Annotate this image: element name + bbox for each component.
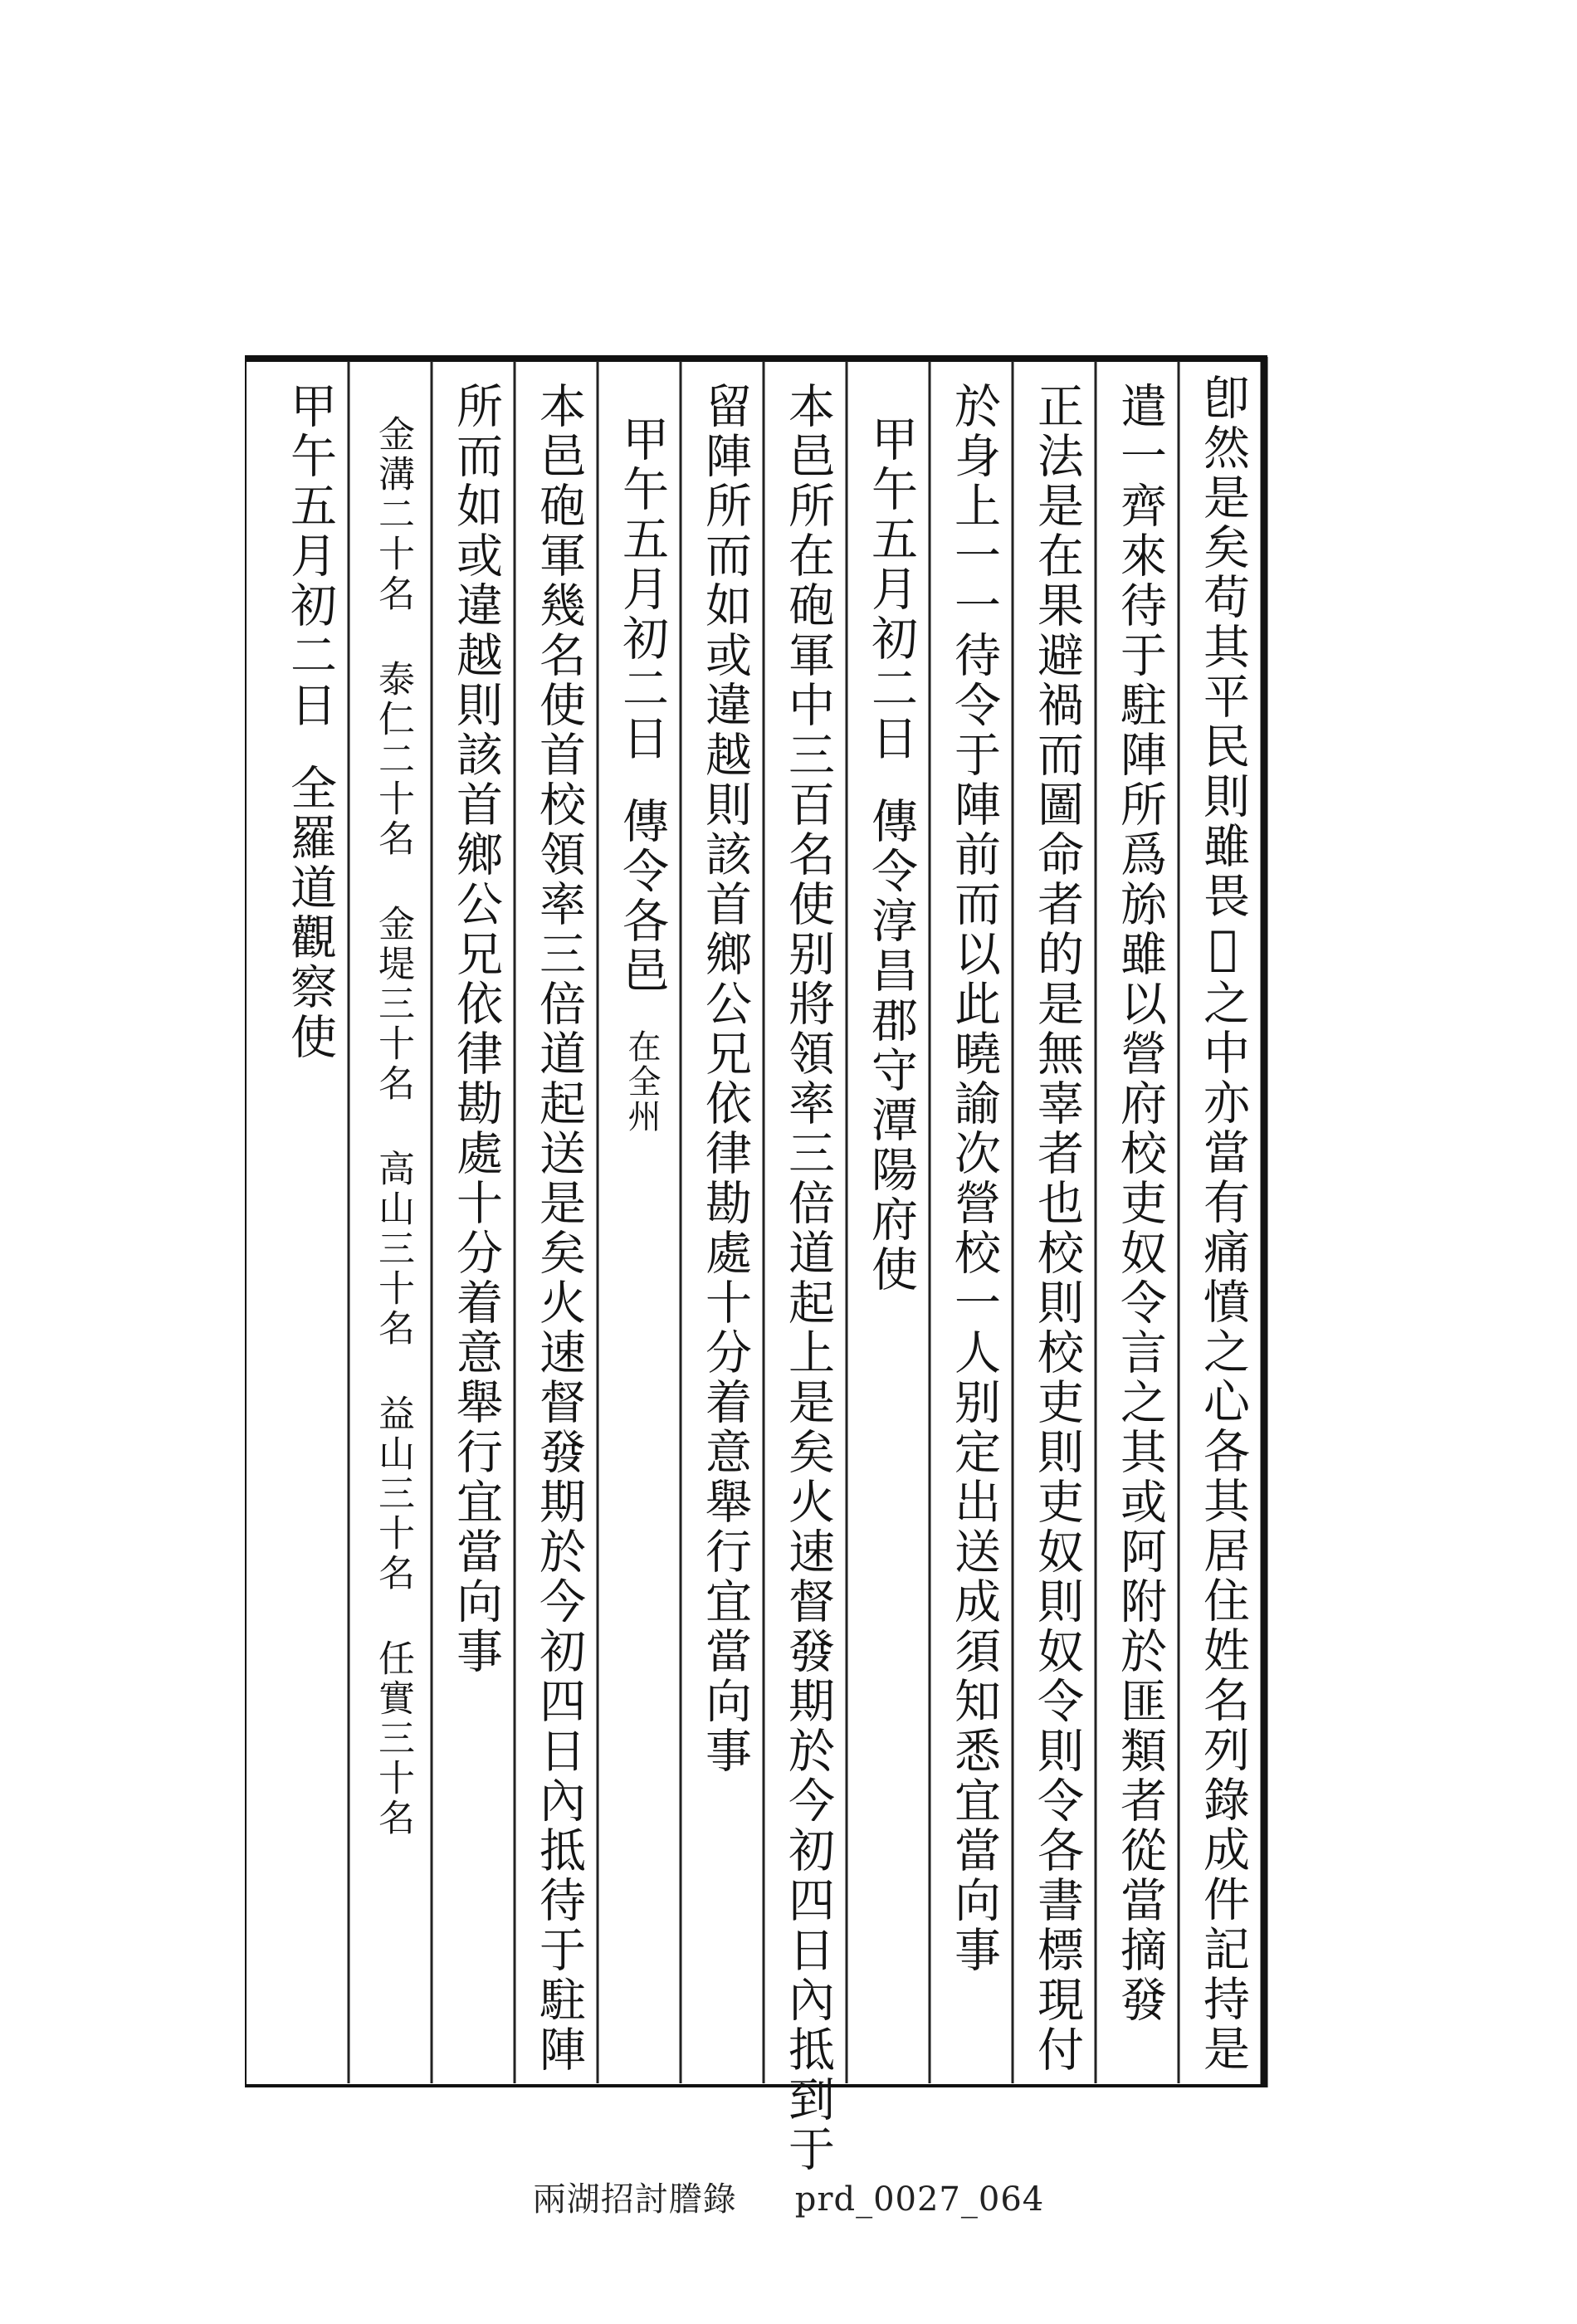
entry-recipient: 全羅道觀察使 <box>283 764 337 1062</box>
text-column-7: 留陣所而如或違越則該首鄉公兄依律勘處十分着意舉行宜當向事 <box>698 382 752 1776</box>
quota-list: 金溝二十名 泰仁二十名 金堤三十名 高山三十名 益山三十名 任實三十名 <box>372 415 414 1838</box>
entry-date: 甲午五月初二日 <box>283 382 337 730</box>
dated-entry-2 <box>600 415 683 2141</box>
text-column-9: 本邑砲軍幾名使首校領率三倍道起送是矣火速督發期於今初四日內抵待于駐陣 <box>532 382 586 2075</box>
text-column-10: 所而如或違越則該首鄉公兄依律勘處十分着意舉行宜當向事 <box>449 382 503 1677</box>
text-column-2: 遣一齊來待于駐陣所爲旀雖以營府校吏奴令言之其或阿附於匪類者從當摘發 <box>1113 382 1167 2025</box>
entry-note: 在全州 <box>622 1029 661 1134</box>
footer-title: 兩湖招討謄錄 <box>532 2180 737 2219</box>
text-frame <box>245 349 1270 2175</box>
dated-entry-3 <box>268 382 351 2108</box>
entry-date: 甲午五月初二日 <box>864 415 918 764</box>
dated-entry-1 <box>849 415 932 2141</box>
text-column-4: 於身上一一待令于陣前而以此曉諭次營校一人别定出送成須知悉宜當向事 <box>947 382 1001 1975</box>
entry-recipient: 傳令淳昌郡守潭陽府使 <box>864 797 918 1295</box>
text-column-6: 本邑所在砲軍中三百名使别將領率三倍道起上是矣火速督發期於今初四日內抵到于 <box>781 382 835 2175</box>
entry-date: 甲午五月初二日 <box>615 415 669 764</box>
text-column-3: 正法是在果避禍而圖命者的是無辜者也校則校吏則吏奴則奴令則令各書標現付 <box>1030 382 1084 2075</box>
page-footer <box>0 2173 1577 2220</box>
text-column-1: 卽然是矣苟其平民則雖畏𥀆之中亦當有痛憤之心各其居住姓名列錄成件記持是 <box>1196 374 1250 2074</box>
entry-recipient: 傳令各邑 <box>615 797 669 996</box>
footer-page-id: prd_0027_064 <box>794 2180 1045 2219</box>
